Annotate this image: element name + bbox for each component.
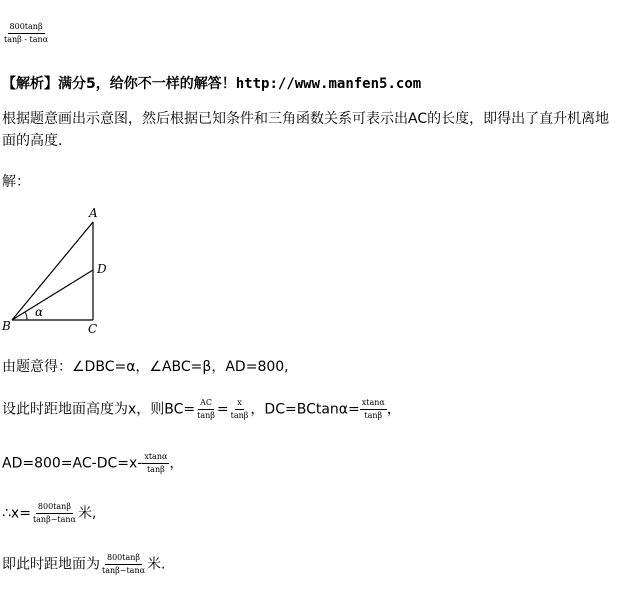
step2-text-pre: AD=800=AC-DC=x- — [2, 455, 143, 472]
fraction-final-answer — [100, 553, 147, 576]
fraction-numerator: xtanα — [360, 398, 387, 410]
step1-text-post: ， — [386, 401, 401, 418]
fraction-numerator: 800tanβ — [8, 22, 45, 34]
angle-alpha-arc — [25, 312, 27, 320]
conclusion-text-pre: 即此时距地面为 — [2, 556, 100, 573]
fraction-numerator: 800tanβ — [36, 502, 73, 514]
step1-text-mid: ，DC=BCtanα= — [250, 401, 360, 418]
label-a: A — [89, 206, 98, 220]
fraction-ac-over-tanb — [195, 398, 217, 421]
equals-sign: = — [216, 401, 229, 418]
fraction-denominator: tanβ — [364, 411, 383, 420]
fraction-denominator: tanβ−tanα — [32, 515, 76, 524]
label-alpha: α — [35, 305, 44, 319]
fraction-denominator: tanβ — [230, 411, 249, 420]
fraction-result — [31, 502, 78, 525]
intro-paragraph: 根据题意画出示意图，然后根据已知条件和三角函数关系可表示出AC的长度，即得出了直升机离地面的高度. — [2, 111, 610, 149]
step3-line — [2, 502, 96, 525]
fraction-numerator: AC — [198, 398, 214, 410]
given-line: 由题意得：∠DBC=α，∠ABC=β，AD=800, — [2, 359, 289, 375]
fraction-xtana-over-tanb — [142, 452, 169, 475]
step1-line — [2, 398, 401, 421]
analysis-heading — [2, 73, 421, 93]
score-slogan: 满分5，给你不一样的解答！ — [58, 76, 236, 92]
fraction-numerator: x — [235, 398, 244, 410]
side-ba — [12, 222, 93, 320]
step2-line — [2, 452, 183, 475]
fraction-denominator: tanβ — [146, 465, 165, 474]
fraction-denominator: tanβ - tanα — [4, 35, 49, 44]
analysis-bracket-label: 【解析】 — [2, 76, 58, 92]
fraction-xtana-over-tanb — [360, 398, 387, 421]
label-b: B — [2, 319, 11, 333]
conclusion-text-post: 米. — [147, 556, 166, 573]
solve-label: 解： — [2, 174, 30, 190]
triangle-diagram — [0, 200, 130, 340]
label-c: C — [88, 322, 98, 336]
step2-text-post: ， — [169, 455, 184, 472]
step3-text-post: 米, — [77, 505, 97, 522]
fraction-x-over-tanb — [229, 398, 251, 421]
fraction-numerator: 800tanβ — [105, 553, 142, 565]
step3-text-pre: ∴x= — [2, 505, 31, 522]
label-d: D — [97, 262, 107, 276]
conclusion-line — [2, 553, 165, 576]
segment-bd — [12, 270, 93, 320]
fraction-numerator: xtanα — [142, 452, 169, 464]
fraction-denominator: tanβ — [197, 411, 215, 420]
site-url: http://www.manfen5.com — [235, 76, 422, 92]
step1-text-pre: 设此时距地面高度为x，则BC= — [2, 401, 196, 418]
fraction-denominator: tanβ−tanα — [102, 566, 146, 575]
top-answer-fraction — [2, 22, 50, 45]
